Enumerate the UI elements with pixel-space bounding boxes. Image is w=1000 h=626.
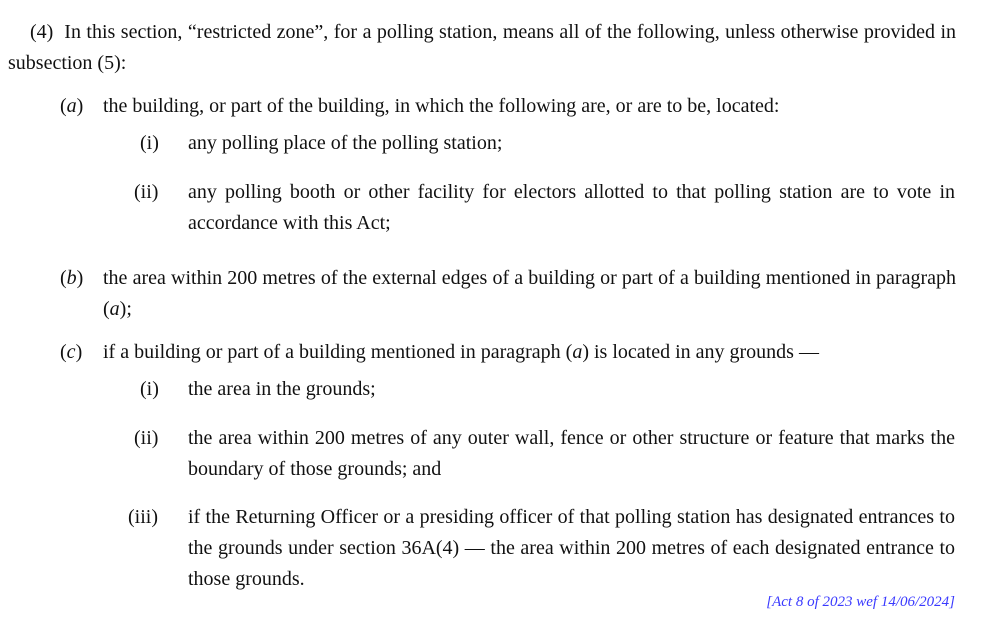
label-letter: a — [66, 95, 77, 117]
text-segment: the area within 200 metres of the external edges of a building or part of a building mentioned in paragraph ( — [103, 267, 956, 320]
paragraph-c-label: (c) — [60, 341, 83, 363]
item-c-i-label: (i) — [140, 378, 159, 400]
paragraph-a-label: (a) — [60, 95, 84, 117]
label-letter: b — [66, 267, 77, 289]
item-c-ii-text: the area within 200 metres of any outer wall, fence or other structure or feature that marks the boundary of those grounds; and — [188, 427, 955, 480]
paragraph-b-label: (b) — [60, 267, 84, 289]
item-a-ii-text: any polling booth or other facility for electors allotted to that polling station are to vote in accordance with this Act; — [188, 181, 955, 234]
amendment-note-link[interactable]: [Act 8 of 2023 wef 14/06/2024] — [766, 594, 955, 610]
paragraph-a-text: the building, or part of the building, in which the following are, or are to be, located: — [103, 95, 780, 117]
item-c-i-text: the area in the grounds; — [188, 378, 376, 400]
item-a-ii-label: (ii) — [134, 181, 159, 203]
subsection-text: In this section, “restricted zone”, for a polling station, means all of the following, unless otherwise provided in subsection (5): — [8, 21, 957, 74]
item-c-iii-text: if the Returning Officer or a presiding officer of that polling station has designated entrances to the grounds under section 36A(4) — the area within 200 metres of each designated entrance to those grounds. — [188, 506, 955, 590]
item-a-i-label: (i) — [140, 132, 159, 154]
item-c-ii-label: (ii) — [134, 427, 159, 449]
item-c-iii-label: (iii) — [128, 506, 158, 528]
subsection-number: (4) — [30, 21, 54, 43]
text-segment: ); — [119, 298, 132, 320]
paragraph-c-text — [103, 337, 956, 368]
label-letter: c — [66, 341, 76, 363]
paragraph-ref: a — [572, 341, 583, 363]
subsection-4 — [8, 17, 956, 79]
item-a-i-text: any polling place of the polling station; — [188, 132, 503, 154]
text-segment: ) is located in any grounds — — [582, 341, 819, 363]
paragraph-b-text — [103, 263, 956, 325]
paragraph-ref: a — [109, 298, 120, 320]
text-segment: if a building or part of a building mentioned in paragraph ( — [103, 341, 573, 363]
